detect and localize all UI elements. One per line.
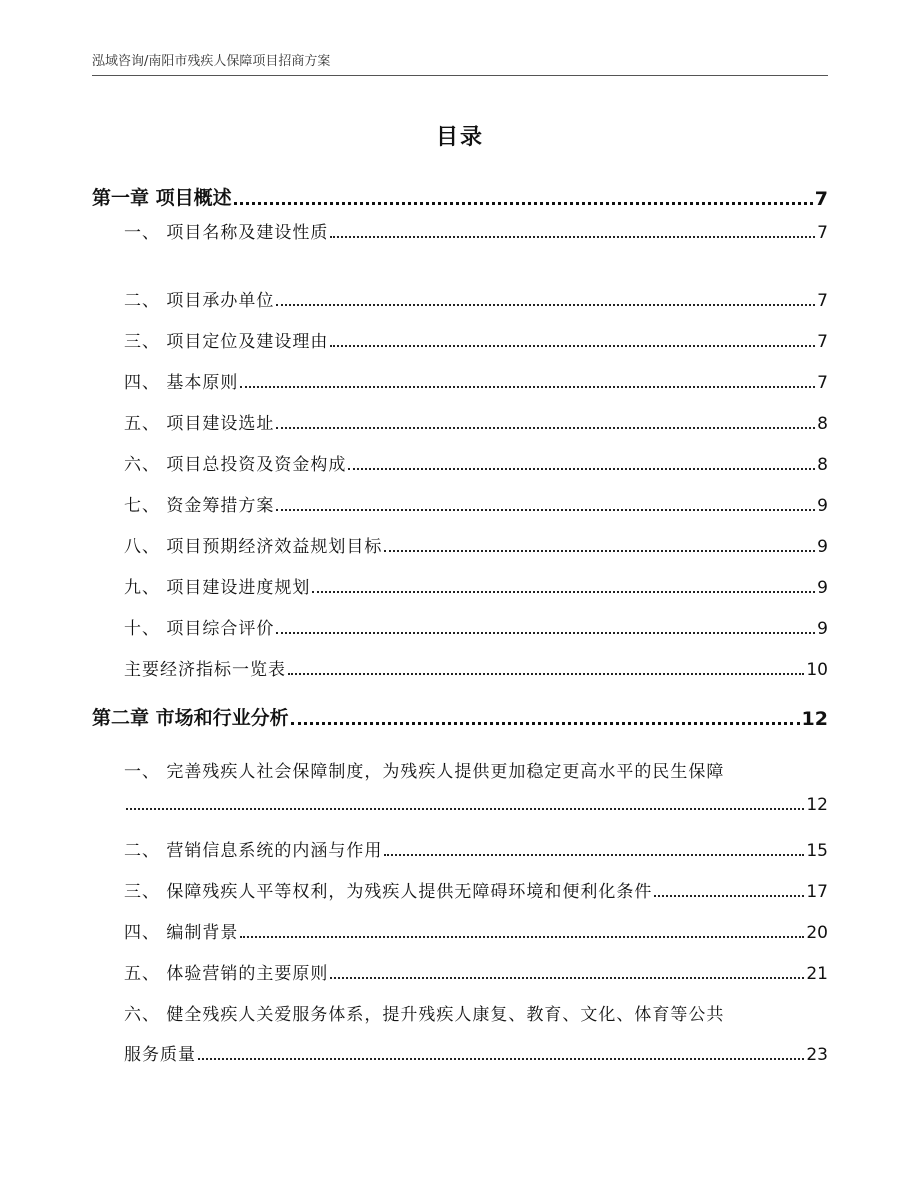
toc-entry-label: 八、 项目预期经济效益规划目标 (124, 537, 383, 557)
toc-entry[interactable] (92, 327, 828, 352)
toc-entry-line1[interactable]: 六、 健全残疾人关爱服务体系，提升残疾人康复、教育、文化、体育等公共 (124, 1005, 725, 1025)
dot-leader (291, 722, 800, 725)
toc-entry-label: 二、 营销信息系统的内涵与作用 (124, 841, 383, 861)
toc-entry-label: 一、 项目名称及建设性质 (124, 223, 329, 243)
toc-page-number: 17 (806, 882, 828, 902)
toc-entry-label: 五、 体验营销的主要原则 (124, 964, 329, 984)
toc-page-number: 15 (806, 841, 828, 861)
toc-entry[interactable] (92, 450, 828, 475)
toc-page-number: 10 (806, 660, 828, 680)
toc-entry-label: 四、 基本原则 (124, 373, 239, 393)
toc-page-number: 7 (817, 291, 828, 311)
toc-entry-label: 七、 资金筹措方案 (124, 496, 275, 516)
dot-leader (276, 632, 815, 634)
toc-page-number: 9 (817, 496, 828, 516)
dot-leader (198, 1058, 804, 1060)
toc-entry-label: 四、 编制背景 (124, 923, 239, 943)
dot-leader (240, 386, 815, 388)
toc-entry-label: 三、 保障残疾人平等权利，为残疾人提供无障碍环境和便利化条件 (124, 882, 653, 902)
toc-chapter-2[interactable] (92, 703, 828, 730)
toc-page-number: 8 (817, 414, 828, 434)
dot-leader (384, 550, 815, 552)
toc-entry[interactable] (92, 836, 828, 861)
dot-leader (348, 468, 815, 470)
toc-entry[interactable] (92, 368, 828, 393)
toc-entry[interactable] (92, 614, 828, 639)
dot-leader (330, 236, 815, 238)
toc-page-number: 20 (806, 923, 828, 943)
toc-entry-label: 二、 项目承办单位 (124, 291, 275, 311)
toc-page-number: 21 (806, 964, 828, 984)
toc-entry[interactable] (92, 1040, 828, 1065)
toc-page-number: 23 (806, 1045, 828, 1065)
toc-entry-label: 十、 项目综合评价 (124, 619, 275, 639)
toc-entry-label: 服务质量 (124, 1045, 196, 1065)
toc-entry[interactable] (92, 573, 828, 598)
toc-page-number: 8 (817, 455, 828, 475)
dot-leader (240, 936, 804, 938)
dot-leader (330, 977, 804, 979)
toc-page-number: 12 (806, 795, 828, 815)
toc-page-number: 7 (817, 373, 828, 393)
toc-entry[interactable] (92, 918, 828, 943)
toc-entry[interactable] (92, 409, 828, 434)
toc-entry-line1[interactable]: 一、 完善残疾人社会保障制度，为残疾人提供更加稳定更高水平的民生保障 (124, 762, 725, 782)
toc-entry-label: 三、 项目定位及建设理由 (124, 332, 329, 352)
toc-page-number: 7 (817, 223, 828, 243)
running-header: 泓域咨询/南阳市残疾人保障项目招商方案 (92, 54, 331, 69)
page-title: 目录 (435, 125, 484, 150)
dot-leader (384, 854, 804, 856)
dot-leader (276, 509, 815, 511)
dot-leader (312, 591, 815, 593)
toc-page-number: 7 (817, 332, 828, 352)
toc-entry-label: 主要经济指标一览表 (124, 660, 286, 680)
toc-entry[interactable] (92, 959, 828, 984)
dot-leader (276, 304, 815, 306)
toc-page-number: 9 (817, 619, 828, 639)
dot-leader (126, 808, 804, 810)
toc-chapter-label: 第一章 项目概述 (92, 187, 232, 209)
toc-entry[interactable] (92, 795, 828, 815)
toc-chapter-label: 第二章 市场和行业分析 (92, 707, 289, 729)
toc-entry-label: 六、 项目总投资及资金构成 (124, 455, 347, 475)
toc-page-number: 12 (801, 708, 828, 730)
dot-leader (288, 673, 804, 675)
toc-entry[interactable] (92, 877, 828, 902)
dot-leader (276, 427, 815, 429)
toc-chapter-1[interactable] (92, 183, 828, 210)
toc-entry-label: 九、 项目建设进度规划 (124, 578, 311, 598)
toc-entry-label: 五、 项目建设选址 (124, 414, 275, 434)
header-divider (92, 75, 828, 76)
dot-leader (234, 202, 813, 205)
toc-entry[interactable] (92, 491, 828, 516)
toc-page-number: 9 (817, 578, 828, 598)
toc-entry[interactable] (92, 286, 828, 311)
toc-page-number: 9 (817, 537, 828, 557)
toc-entry[interactable] (92, 532, 828, 557)
toc-entry[interactable] (92, 218, 828, 243)
toc-page-number: 7 (814, 188, 828, 210)
toc-entry[interactable] (92, 655, 828, 680)
dot-leader (654, 895, 804, 897)
dot-leader (330, 345, 815, 347)
